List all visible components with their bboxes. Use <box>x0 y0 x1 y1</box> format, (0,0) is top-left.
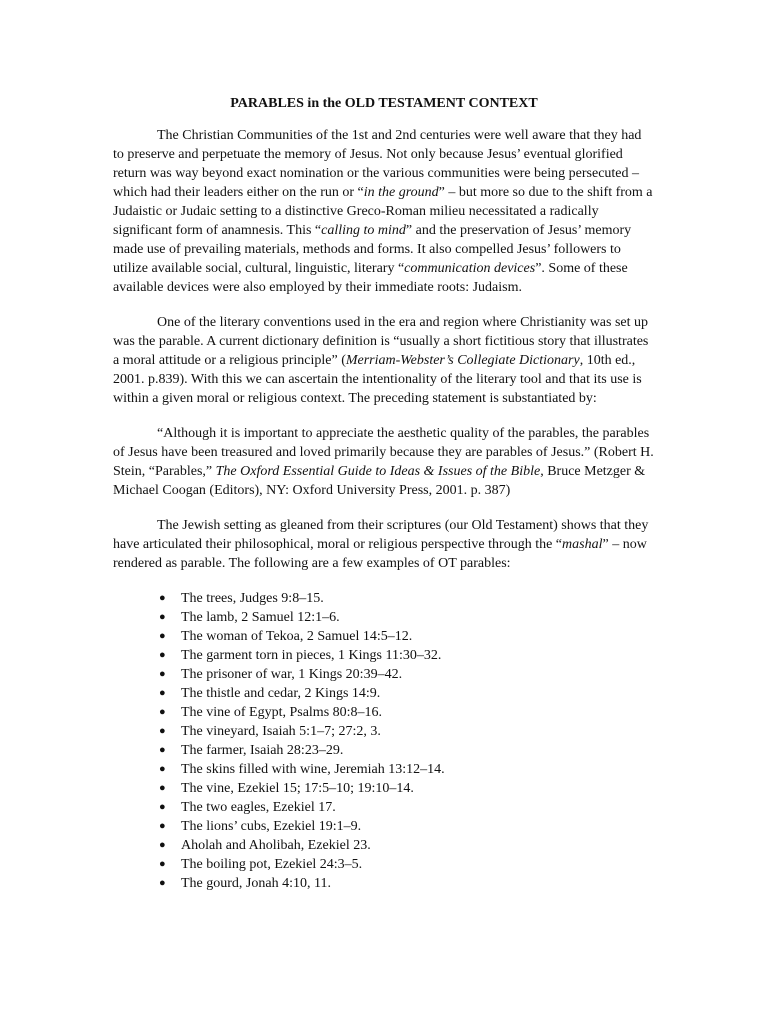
quote-text: “Although it is important to appreciate the aesthetic quality of the parables, the parables of Jesus have been treasured and loved primarily because they are parables of Jesus.” (Robert H. Stein, “Parables,” <box>113 426 654 479</box>
block-quote <box>113 424 655 500</box>
list-item: ● The garment torn in pieces, 1 Kings 11:30–32. <box>159 646 655 665</box>
paragraph-text: ” and the preservation of Jesus’ memory made use of prevailing materials, methods and forms. It also compelled Jesus’ followers to utilize available social, cultural, linguistic, literary “ <box>113 223 632 276</box>
paragraph-text: ” – now rendered as parable. The following are a few examples of OT parables: <box>113 537 647 571</box>
list-item: ● Aholah and Aholibah, Ezekiel 23. <box>159 836 655 855</box>
paragraph-definition <box>113 313 655 408</box>
list-item: ● The two eagles, Ezekiel 17. <box>159 798 655 817</box>
list-item: ● The prisoner of war, 1 Kings 20:39–42. <box>159 665 655 684</box>
paragraph-text: One of the literary conventions used in the era and region where Christianity was set up was the parable. A current dictionary definition is “usually a short fictitious story that illustrates a moral attitude or a religious principle” ( <box>113 315 649 368</box>
paragraph-text: , 10th ed., 2001. p.839). With this we can ascertain the intentionality of the literary tool and that its use is within a given moral or religious context. The preceding statement is substantiated by: <box>113 353 642 406</box>
paragraph-text: ”. Some of these available devices were also employed by their immediate roots: Judaism. <box>113 261 628 295</box>
list-item: ● The skins filled with wine, Jeremiah 13:12–14. <box>159 760 655 779</box>
list-item: ● The woman of Tekoa, 2 Samuel 14:5–12. <box>159 627 655 646</box>
list-item: ● The vine, Ezekiel 15; 17:5–10; 19:10–14. <box>159 779 655 798</box>
paragraph-mashal <box>113 516 655 573</box>
emphasis-text: mashal <box>562 537 603 552</box>
list-item: ● The thistle and cedar, 2 Kings 14:9. <box>159 684 655 703</box>
list-item: ● The lions’ cubs, Ezekiel 19:1–9. <box>159 817 655 836</box>
list-item: ● The gourd, Jonah 4:10, 11. <box>159 874 655 893</box>
paragraph-text: The Jewish setting as gleaned from their scriptures (our Old Testament) shows that they have articulated their philosophical, moral or religious perspective through the “ <box>113 518 649 552</box>
quote-text: , Bruce Metzger & Michael Coogan (Editors), NY: Oxford University Press, 2001. p. 387) <box>113 464 646 498</box>
citation-title: The Oxford Essential Guide to Ideas & Issues of the Bible <box>215 464 541 479</box>
paragraph-text: ” – but more so due to the shift from a Judaistic or Judaic setting to a distinctive Greco-Roman milieu necessitated a radically significant form of anamnesis. This “ <box>113 185 653 238</box>
citation-title: Merriam-Webster’s Collegiate Dictionary <box>345 353 580 368</box>
list-item: ● The trees, Judges 9:8–15. <box>159 589 655 608</box>
paragraph-intro <box>113 126 655 297</box>
page-title: PARABLES in the OLD TESTAMENT CONTEXT <box>230 96 538 111</box>
list-item: ● The vineyard, Isaiah 5:1–7; 27:2, 3. <box>159 722 655 741</box>
paragraph-text: The Christian Communities of the 1st and 2nd centuries were well aware that they had to preserve and perpetuate the memory of Jesus. Not only because Jesus’ eventual glorified return was way beyond exact nomination or the various communities were being persecuted – which had their leaders either on the run or “ <box>113 128 642 200</box>
emphasis-text: communication devices <box>404 261 536 276</box>
emphasis-text: in the ground <box>363 185 439 200</box>
list-item: ● The lamb, 2 Samuel 12:1–6. <box>159 608 655 627</box>
list-item: ● The farmer, Isaiah 28:23–29. <box>159 741 655 760</box>
list-item: ● The vine of Egypt, Psalms 80:8–16. <box>159 703 655 722</box>
parables-list <box>113 589 655 893</box>
list-item: ● The boiling pot, Ezekiel 24:3–5. <box>159 855 655 874</box>
emphasis-text: calling to mind <box>321 223 406 238</box>
